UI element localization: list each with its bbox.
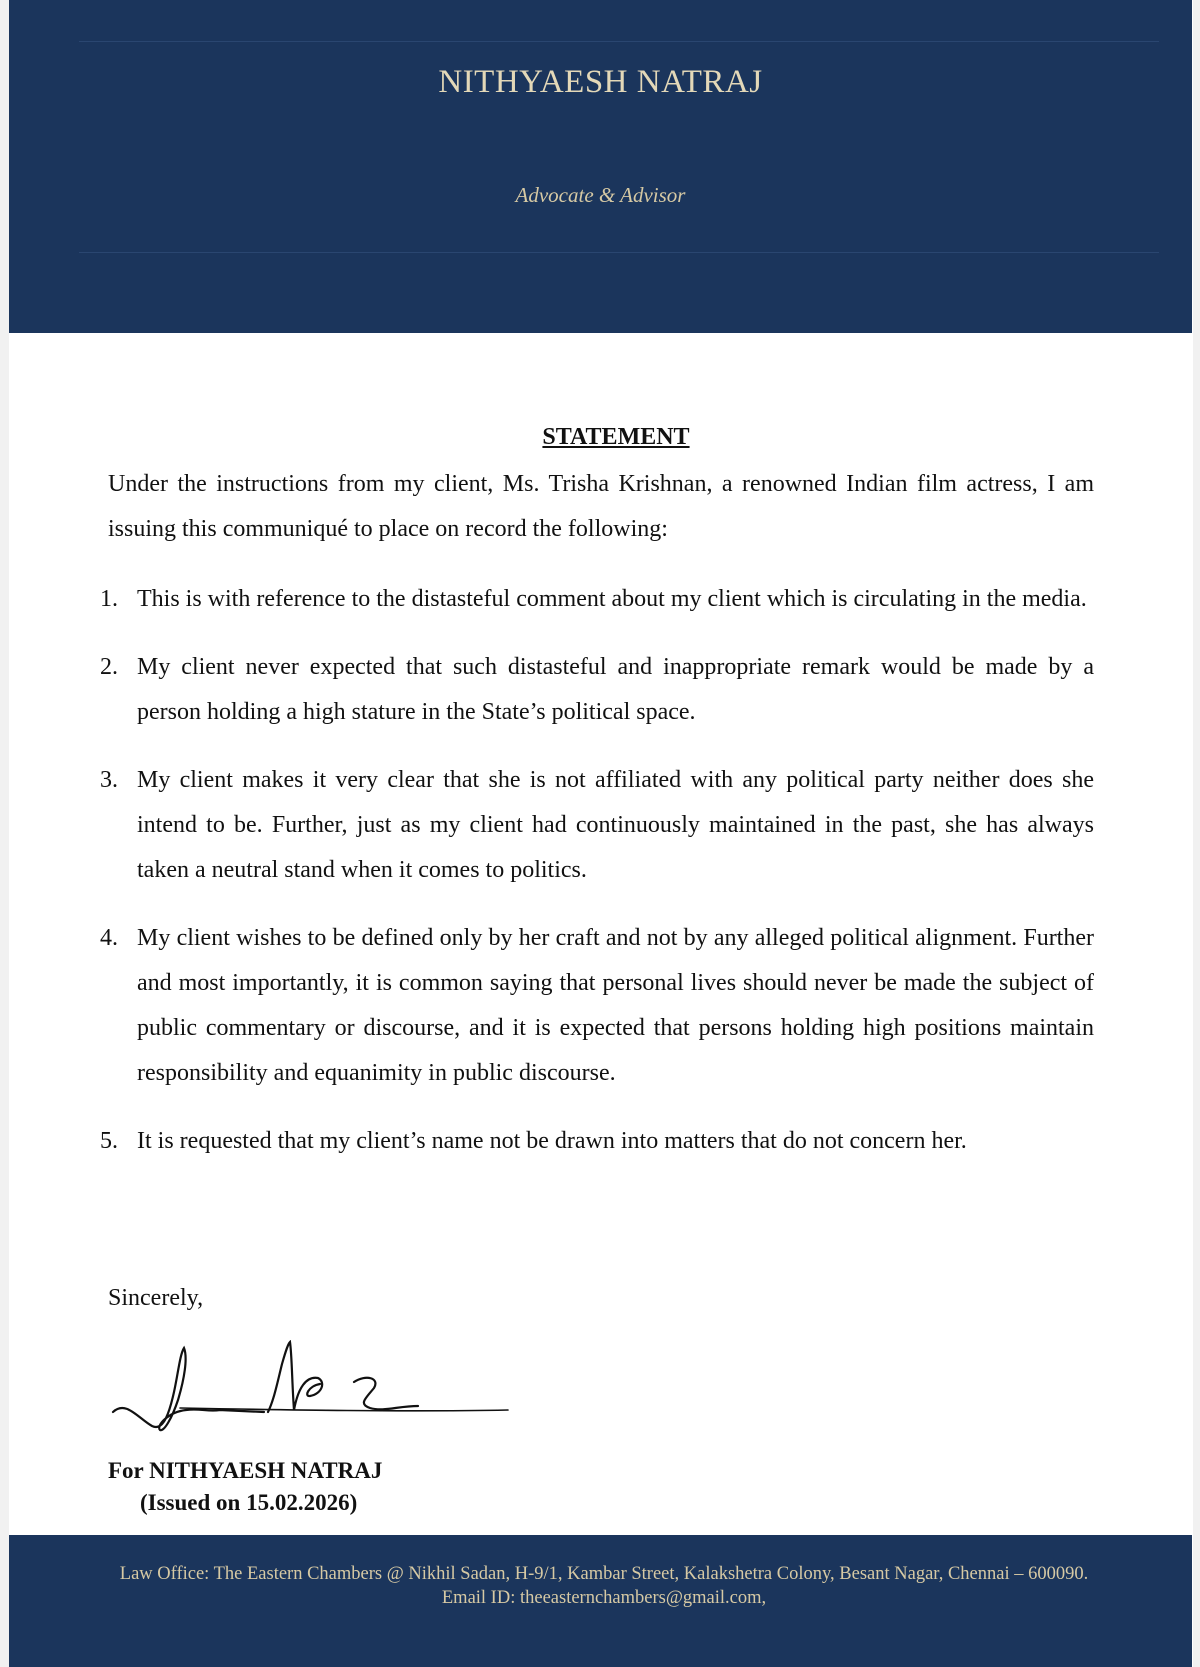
point-text: My client makes it very clear that she is not affiliated with any political party neither does she intend to be. Further, just as my client had continuously maintained in the past, she has always taken a neutral stand when it comes to politics.: [137, 767, 1094, 883]
point-number: 5.: [100, 1128, 118, 1154]
statement-point: [96, 916, 1094, 1096]
letterhead-subtitle: Advocate & Advisor: [515, 183, 686, 207]
statement-point: [96, 758, 1094, 893]
header-rule-top: [79, 41, 1159, 42]
footer-banner: [9, 1535, 1192, 1667]
statement-point: [96, 1119, 1094, 1164]
statement-point: [96, 577, 1094, 622]
point-number: 4.: [100, 925, 118, 951]
page-right-edge: [1193, 0, 1200, 1667]
statement-intro: Under the instructions from my client, Ms. Trisha Krishnan, a renowned Indian film actress, I am issuing this communiqué to place on record the following:: [108, 471, 1094, 542]
handwritten-signature: [108, 1340, 518, 1445]
point-text: It is requested that my client’s name not be drawn into matters that do not concern her.: [137, 1128, 967, 1154]
statement-points: [96, 577, 1094, 1187]
letterhead-name: NITHYAESH NATRAJ: [438, 64, 763, 100]
page-left-edge: [0, 0, 9, 1667]
point-text: My client never expected that such distasteful and inappropriate remark would be made by a person holding a high stature in the State’s political space.: [137, 654, 1094, 725]
closing-salutation: Sincerely,: [108, 1285, 204, 1311]
letterhead-banner: [9, 0, 1192, 333]
point-number: 1.: [100, 586, 118, 612]
point-number: 2.: [100, 654, 118, 680]
statement-point: [96, 645, 1094, 735]
header-rule-bottom: [79, 252, 1159, 253]
point-text: My client wishes to be defined only by her craft and not by any alleged political alignment. Further and most importantly, it is common saying that personal lives should never be made the subject of public commentary or discourse, and it is expected that persons holding high positions maintain responsibility and equanimity in public discourse.: [137, 925, 1094, 1086]
point-number: 3.: [100, 767, 118, 793]
point-text: This is with reference to the distasteful comment about my client which is circulating in the media.: [137, 586, 1087, 612]
issue-date: (Issued on 15.02.2026): [140, 1490, 358, 1515]
footer-address: Law Office: The Eastern Chambers @ Nikhil Sadan, H-9/1, Kambar Street, Kalakshetra Colony, Besant Nagar, Chennai – 600090. Email ID: theeasternchambers@gmail.com,: [119, 1564, 1089, 1608]
signatory-name: For NITHYAESH NATRAJ: [108, 1458, 383, 1483]
statement-title: STATEMENT: [542, 424, 690, 450]
